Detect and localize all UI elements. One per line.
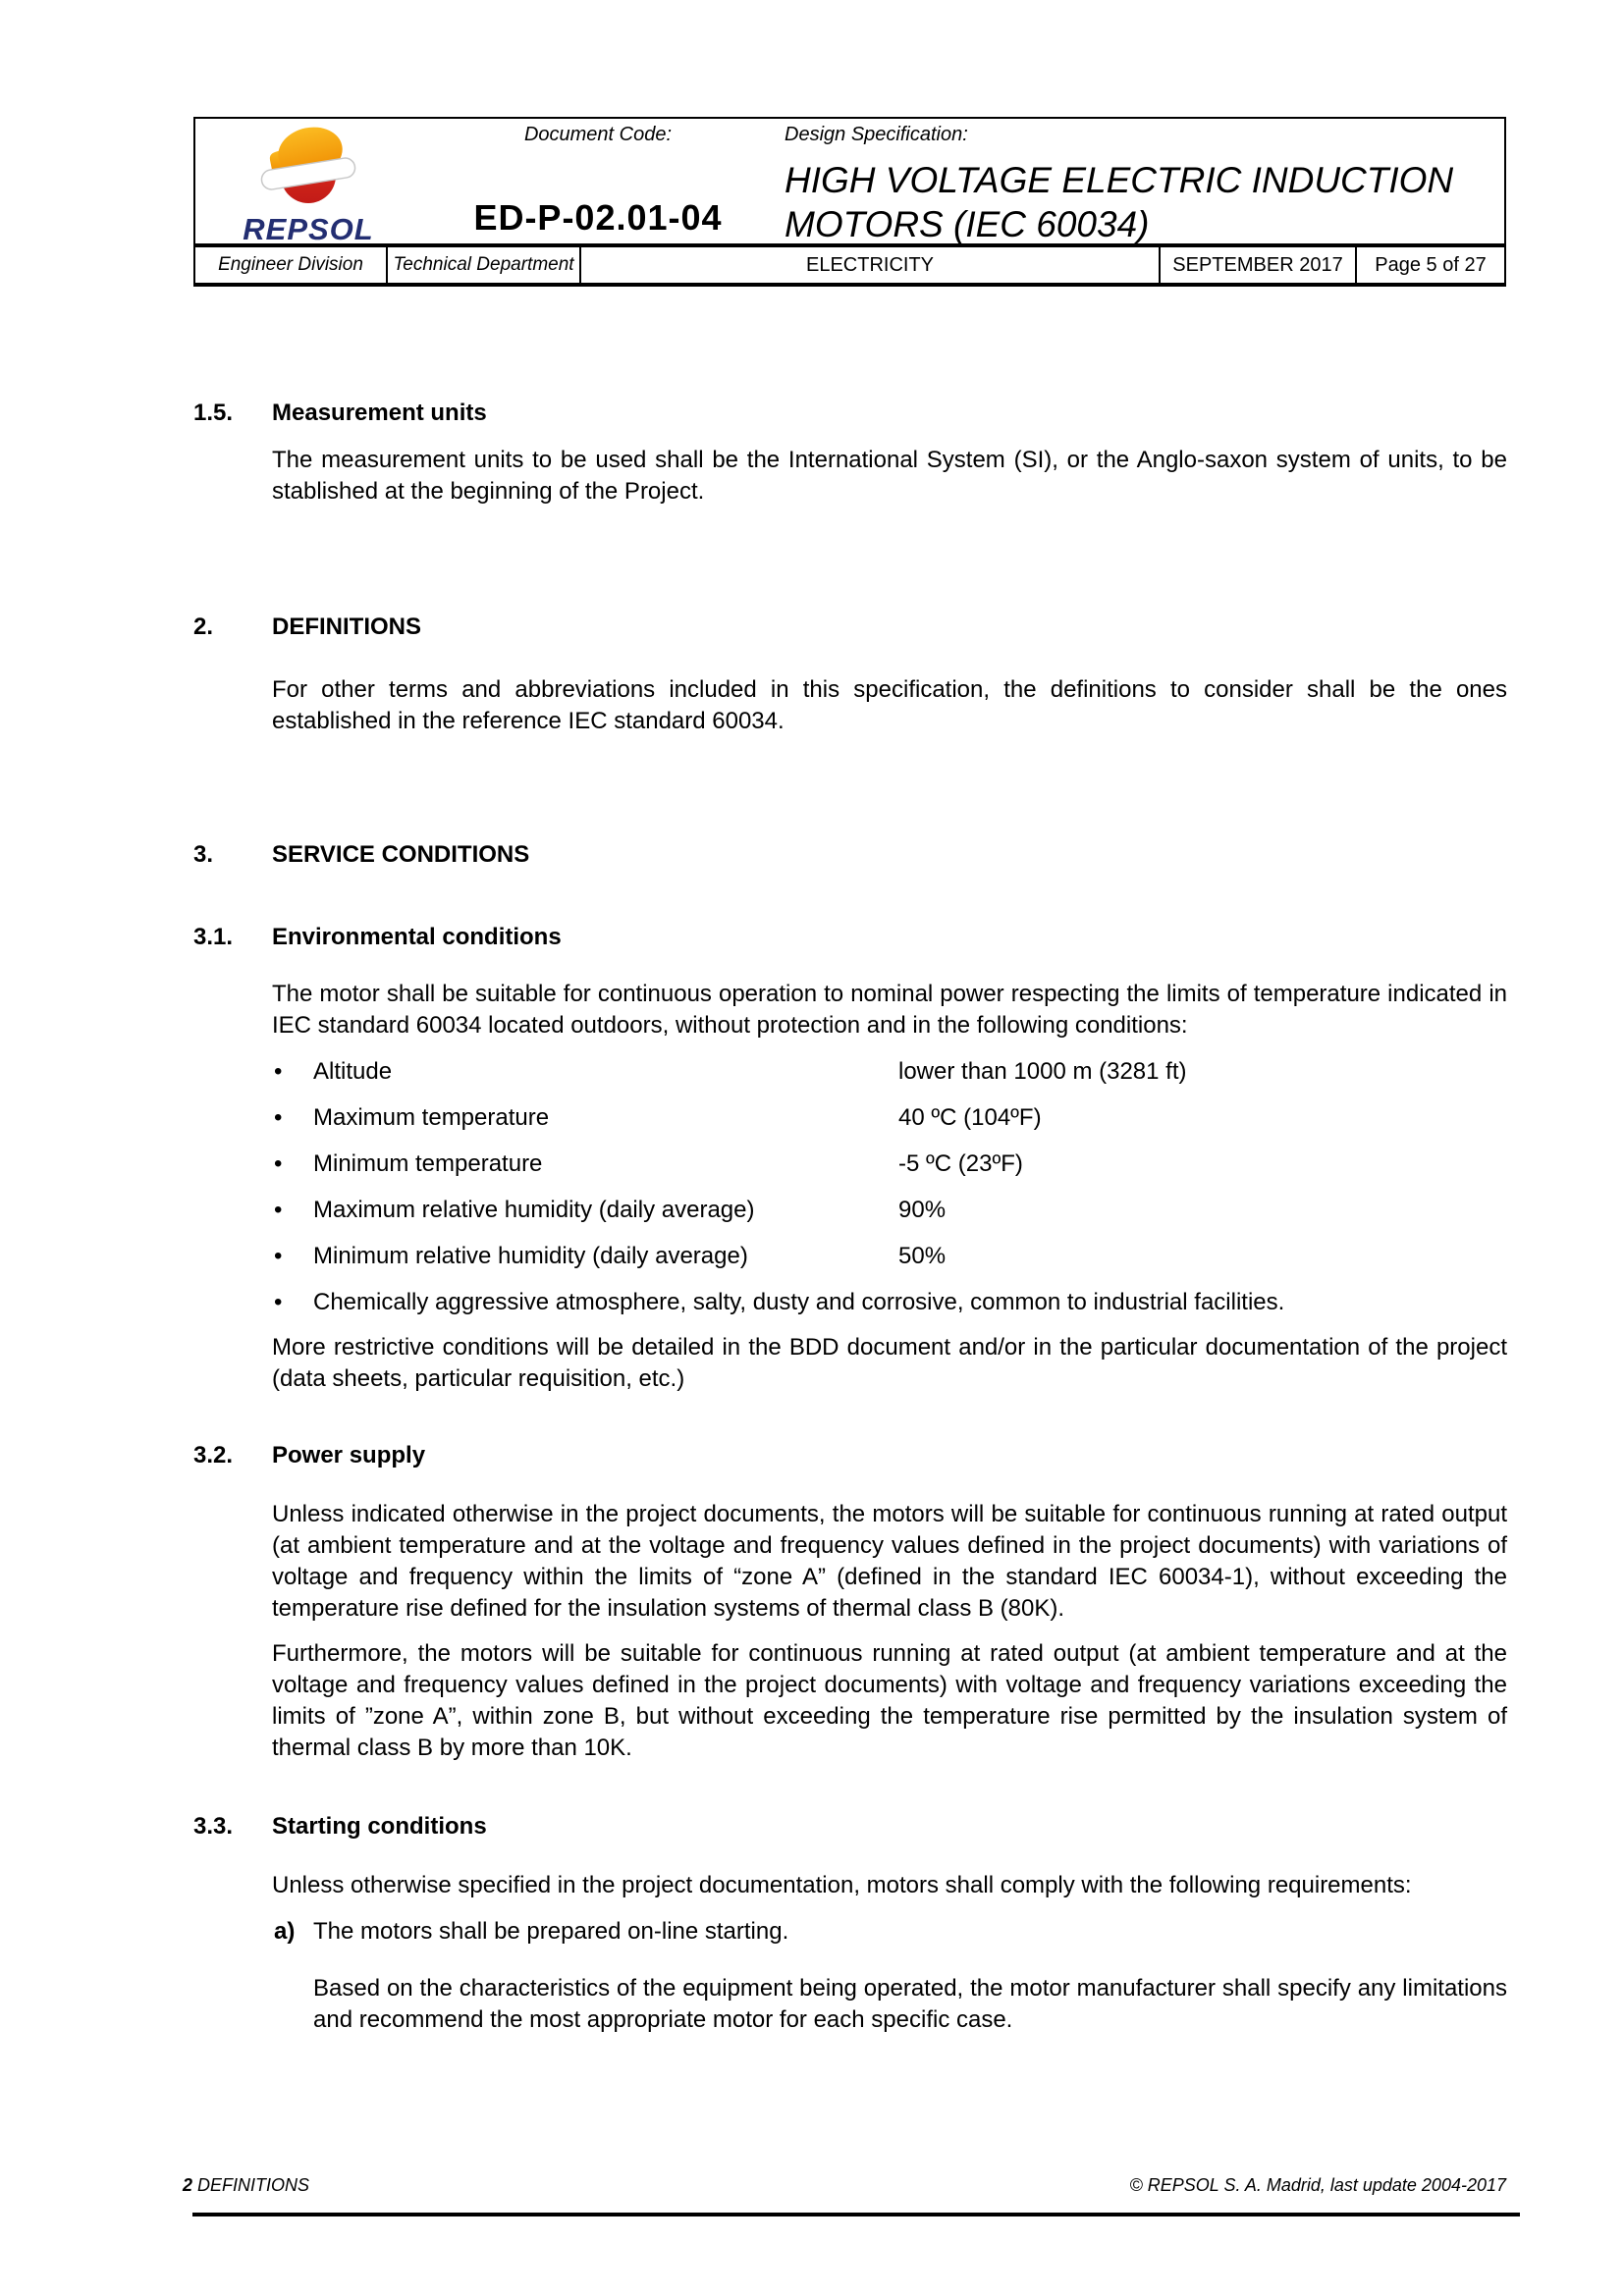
list-item: [274, 1056, 1507, 1088]
document-title: [785, 158, 1453, 246]
section-heading-3-3: [193, 1811, 1507, 1842]
bullet-icon: •: [274, 1197, 283, 1223]
header-table: [193, 117, 1506, 287]
list-item: [274, 1287, 1507, 1318]
footer-rule: [192, 2213, 1520, 2216]
document-code-value: ED-P-02.01-04: [473, 197, 723, 238]
condition-value: lower than 1000 m (3281 ft): [898, 1058, 1187, 1085]
section-number: 3.3.: [193, 1813, 234, 1840]
document-title-line1: HIGH VOLTAGE ELECTRIC INDUCTION: [785, 160, 1454, 200]
list-item: [274, 1241, 1507, 1272]
bullet-icon: •: [274, 1058, 283, 1085]
item-letter: a): [274, 1918, 296, 1945]
footer-section-reference: [183, 2175, 309, 2196]
header-cell-page-number: Page 5 of 27: [1355, 247, 1504, 283]
section-number: 1.5.: [193, 400, 234, 426]
header-cell-division: Engineer Division: [218, 254, 363, 275]
document-code-label: Document Code:: [523, 124, 673, 145]
condition-label: Maximum temperature: [313, 1104, 550, 1131]
header-cell-department: Technical Department: [386, 247, 579, 283]
paragraph-power-supply-2: Furthermore, the motors will be suitable for continuous running at rated output (at ambient temperature and at the voltage and frequency values defined in the project documents) with voltage and frequency variations exceeding the limits of ”zone A”, within zone B, but without exceeding the temperature rise permitted by the insulation system of thermal class B by more than 10K.: [272, 1640, 1507, 1761]
list-item: [274, 1195, 1507, 1226]
section-number: 3.2.: [193, 1442, 234, 1468]
page-footer: [183, 2175, 1506, 2196]
header-top-row: [195, 119, 1504, 246]
section-number: 3.1.: [193, 924, 234, 950]
condition-label: Chemically aggressive atmosphere, salty, dusty and corrosive, common to industrial facilities.: [313, 1289, 1285, 1315]
section-heading-3-1: [193, 922, 1507, 953]
section-title: Measurement units: [272, 400, 487, 426]
document-body: [193, 276, 1507, 2036]
document-title-line2: MOTORS (IEC 60034): [785, 204, 1150, 244]
condition-value: -5 ºC (23ºF): [898, 1150, 1023, 1177]
section-number: 2.: [193, 614, 214, 640]
section-title: SERVICE CONDITIONS: [272, 841, 530, 868]
condition-value: 50%: [898, 1243, 947, 1269]
paragraph-restrictive-note: More restrictive conditions will be detailed in the BDD document and/or in the particular documentation of the project (data sheets, particular requisition, etc.): [272, 1334, 1507, 1392]
condition-label: Minimum temperature: [313, 1150, 543, 1177]
bullet-icon: •: [274, 1150, 283, 1177]
paragraph-measurement-units: The measurement units to be used shall be the International System (SI), or the Anglo-saxon system of units, to be stablished at the beginning of the Project.: [272, 447, 1507, 505]
paragraph-starting-conditions: Unless otherwise specified in the project documentation, motors shall comply with the following requirements:: [272, 1872, 1412, 1898]
condition-label: Maximum relative humidity (daily average): [313, 1197, 755, 1223]
section-number: 3.: [193, 841, 214, 868]
bullet-icon: •: [274, 1243, 283, 1269]
section-title: Starting conditions: [272, 1813, 487, 1840]
condition-value: 40 ºC (104ºF): [898, 1104, 1042, 1131]
section-heading-3-2: [193, 1440, 1507, 1471]
condition-value: 90%: [898, 1197, 947, 1223]
repsol-logo-icon: [245, 125, 371, 216]
design-spec-cell: [775, 119, 1504, 243]
paragraph-starting-conditions-2: Based on the characteristics of the equipment being operated, the motor manufacturer shall specify any limitations and recommend the most appropriate motor for each specific case.: [313, 1975, 1507, 2033]
footer-section-number: 2: [183, 2175, 193, 2195]
bullet-icon: •: [274, 1289, 283, 1315]
document-code-cell: [421, 119, 775, 243]
footer-section-label: DEFINITIONS: [197, 2175, 310, 2195]
header-cell-discipline: ELECTRICITY: [579, 247, 1159, 283]
design-spec-label: Design Specification:: [785, 124, 968, 145]
paragraph-definitions: For other terms and abbreviations included in this specification, the definitions to consider shall be the ones established in the reference IEC standard 60034.: [272, 676, 1507, 734]
paragraph-environmental: The motor shall be suitable for continuous operation to nominal power respecting the limits of temperature indicated in IEC standard 60034 located outdoors, without protection and in the following conditions:: [272, 981, 1507, 1039]
section-title: Environmental conditions: [272, 924, 562, 950]
header-cell-date: SEPTEMBER 2017: [1159, 247, 1355, 283]
environmental-conditions-list: [193, 1056, 1507, 1318]
section-title: Power supply: [272, 1442, 426, 1468]
section-title: DEFINITIONS: [272, 614, 422, 640]
section-heading-1-5: [193, 398, 1507, 429]
list-item-a: [274, 1916, 1507, 1948]
item-text: The motors shall be prepared on-line starting.: [313, 1918, 789, 1945]
list-item: [274, 1102, 1507, 1134]
repsol-wordmark: REPSOL: [243, 212, 374, 246]
section-heading-3: [193, 839, 1507, 871]
list-item: [274, 1148, 1507, 1180]
condition-label: Minimum relative humidity (daily average): [313, 1243, 748, 1269]
logo-cell: [195, 119, 421, 246]
condition-label: Altitude: [313, 1058, 393, 1085]
section-heading-2: [193, 612, 1507, 643]
bullet-icon: •: [274, 1104, 283, 1131]
paragraph-power-supply-1: Unless indicated otherwise in the project documents, the motors will be suitable for continuous running at rated output (at ambient temperature and at the voltage and frequency values defined in the project documents) with variations of voltage and frequency within the limits of “zone A” (defined in the standard IEC 60034-1), without exceeding the temperature rise defined for the insulation systems of thermal class B (80K).: [272, 1501, 1507, 1622]
footer-copyright: © REPSOL S. A. Madrid, last update 2004-2017: [1129, 2175, 1506, 2195]
